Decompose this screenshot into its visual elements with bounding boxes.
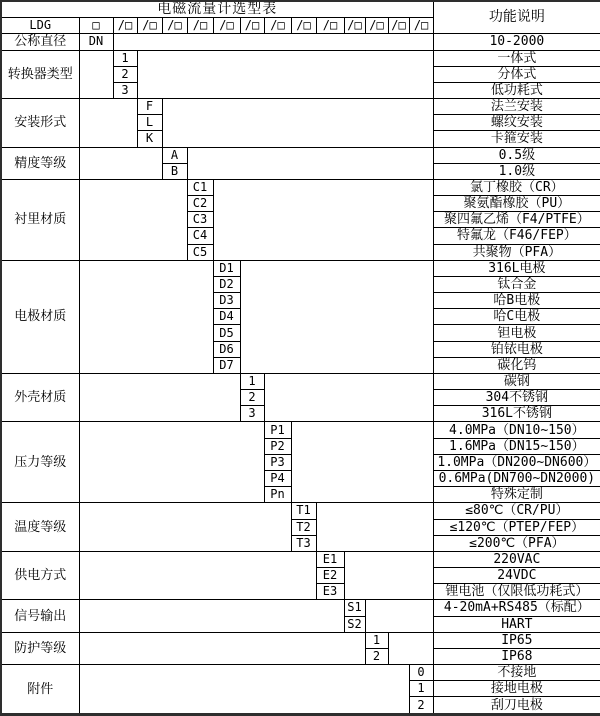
spacer-left-temperature-rating xyxy=(79,503,291,552)
code-cell-installation-type-F: F xyxy=(137,99,162,115)
desc-cell-signal-output-S1: 4-20mA+RS485（标配） xyxy=(433,600,600,616)
spacer-left-signal-output xyxy=(79,600,344,632)
desc-cell-housing-material-3: 316L不锈钢 xyxy=(433,406,600,422)
code-cell-temperature-rating-T2: T2 xyxy=(291,519,316,535)
code-cell-accuracy-class-B: B xyxy=(162,163,187,179)
desc-cell-accessories-0: 不接地 xyxy=(433,665,600,681)
code-cell-accessories-1: 1 xyxy=(409,681,433,697)
code-cell-temperature-rating-T3: T3 xyxy=(291,535,316,551)
desc-cell-liner-material-C4: 特氟龙（F46/FEP） xyxy=(433,228,600,244)
desc-cell-converter-type-1: 一体式 xyxy=(433,50,600,66)
row-accessories-0 xyxy=(1,665,600,681)
selection-table-body xyxy=(1,1,600,715)
code-cell-power-supply-E1: E1 xyxy=(316,551,344,567)
code-cell-installation-type-K: K xyxy=(137,131,162,147)
model-slot-cell: /□ xyxy=(409,18,433,34)
code-cell-converter-type-3: 3 xyxy=(113,82,137,98)
code-cell-nominal-diameter-DN: DN xyxy=(79,34,113,50)
desc-cell-electrode-material-D2: 钛合金 xyxy=(433,276,600,292)
row-converter-type-1 xyxy=(1,50,600,66)
spacer-right-power-supply xyxy=(344,551,433,600)
code-cell-liner-material-C2: C2 xyxy=(187,196,213,212)
code-cell-accessories-0: 0 xyxy=(409,665,433,681)
spacer-left-accuracy-class xyxy=(79,147,162,179)
desc-cell-pressure-rating-Pn: 特殊定制 xyxy=(433,487,600,503)
spacer-right-installation-type xyxy=(162,99,433,148)
spacer-right-housing-material xyxy=(264,373,433,422)
spacer-left-protection-rating xyxy=(79,632,365,664)
code-cell-power-supply-E3: E3 xyxy=(316,584,344,600)
desc-cell-pressure-rating-P2: 1.6MPa（DN15~150） xyxy=(433,438,600,454)
desc-cell-temperature-rating-T2: ≤120℃（PTEP/FEP） xyxy=(433,519,600,535)
spacer-left-pressure-rating xyxy=(79,422,264,503)
code-cell-pressure-rating-P2: P2 xyxy=(264,438,291,454)
code-cell-temperature-rating-T1: T1 xyxy=(291,503,316,519)
desc-cell-liner-material-C1: 氯丁橡胶（CR） xyxy=(433,179,600,195)
model-slot-cell: /□ xyxy=(365,18,388,34)
desc-cell-electrode-material-D7: 碳化钨 xyxy=(433,357,600,373)
model-slot-cell: /□ xyxy=(291,18,316,34)
code-cell-electrode-material-D6: D6 xyxy=(213,341,240,357)
category-label-accessories: 附件 xyxy=(1,665,79,715)
category-label-signal-output: 信号输出 xyxy=(1,600,79,632)
spacer-left-accessories xyxy=(79,665,409,715)
code-cell-electrode-material-D3: D3 xyxy=(213,293,240,309)
spacer-left-installation-type xyxy=(79,99,137,148)
desc-cell-nominal-diameter-DN: 10-2000 xyxy=(433,34,600,50)
code-cell-housing-material-3: 3 xyxy=(240,406,264,422)
category-label-pressure-rating: 压力等级 xyxy=(1,422,79,503)
code-cell-liner-material-C4: C4 xyxy=(187,228,213,244)
model-slot-cell: /□ xyxy=(213,18,240,34)
code-cell-electrode-material-D4: D4 xyxy=(213,309,240,325)
code-cell-liner-material-C1: C1 xyxy=(187,179,213,195)
category-label-protection-rating: 防护等级 xyxy=(1,632,79,664)
spacer-right-converter-type xyxy=(137,50,433,99)
category-label-temperature-rating: 温度等级 xyxy=(1,503,79,552)
spacer-right-protection-rating xyxy=(388,632,433,664)
code-cell-converter-type-1: 1 xyxy=(113,50,137,66)
model-slot-cell: /□ xyxy=(187,18,213,34)
row-housing-material-1 xyxy=(1,373,600,389)
desc-cell-pressure-rating-P1: 4.0MPa（DN10~150） xyxy=(433,422,600,438)
model-slot-cell: /□ xyxy=(162,18,187,34)
code-cell-signal-output-S2: S2 xyxy=(344,616,365,632)
desc-cell-signal-output-S2: HART xyxy=(433,616,600,632)
spacer-right-electrode-material xyxy=(240,260,433,373)
spacer-right-liner-material xyxy=(213,179,433,260)
model-slot-cell: /□ xyxy=(137,18,162,34)
code-cell-pressure-rating-P1: P1 xyxy=(264,422,291,438)
category-label-accuracy-class: 精度等级 xyxy=(1,147,79,179)
spacer-right-signal-output xyxy=(365,600,433,632)
row-liner-material-C1 xyxy=(1,179,600,195)
row-protection-rating-1 xyxy=(1,632,600,648)
code-cell-electrode-material-D1: D1 xyxy=(213,260,240,276)
category-label-electrode-material: 电极材质 xyxy=(1,260,79,373)
spacer-left-housing-material xyxy=(79,373,240,422)
desc-cell-installation-type-F: 法兰安装 xyxy=(433,99,600,115)
spacer-right-accuracy-class xyxy=(187,147,433,179)
model-slot-cell: /□ xyxy=(264,18,291,34)
category-label-installation-type: 安装形式 xyxy=(1,99,79,148)
code-cell-protection-rating-1: 1 xyxy=(365,632,388,648)
function-desc-header: 功能说明 xyxy=(433,1,600,34)
model-slot-cell: /□ xyxy=(316,18,344,34)
desc-cell-electrode-material-D6: 铂铱电极 xyxy=(433,341,600,357)
spacer-left-liner-material xyxy=(79,179,187,260)
code-cell-accuracy-class-A: A xyxy=(162,147,187,163)
code-cell-housing-material-1: 1 xyxy=(240,373,264,389)
model-slot-cell: /□ xyxy=(240,18,264,34)
spacer-right-nominal-diameter xyxy=(113,34,433,50)
spacer-left-electrode-material xyxy=(79,260,213,373)
desc-cell-converter-type-2: 分体式 xyxy=(433,66,600,82)
model-slot-cell: /□ xyxy=(388,18,409,34)
title-row xyxy=(1,1,600,18)
spacer-right-pressure-rating xyxy=(291,422,433,503)
category-label-nominal-diameter: 公称直径 xyxy=(1,34,79,50)
code-cell-pressure-rating-Pn: Pn xyxy=(264,487,291,503)
desc-cell-temperature-rating-T3: ≤200℃（PFA） xyxy=(433,535,600,551)
desc-cell-electrode-material-D3: 哈B电极 xyxy=(433,293,600,309)
row-accuracy-class-A xyxy=(1,147,600,163)
desc-cell-installation-type-K: 卡箍安装 xyxy=(433,131,600,147)
spacer-right-temperature-rating xyxy=(316,503,433,552)
code-cell-protection-rating-2: 2 xyxy=(365,648,388,664)
desc-cell-pressure-rating-P3: 1.0MPa（DN200~DN600） xyxy=(433,454,600,470)
desc-cell-accuracy-class-B: 1.0级 xyxy=(433,163,600,179)
code-cell-installation-type-L: L xyxy=(137,115,162,131)
code-cell-housing-material-2: 2 xyxy=(240,390,264,406)
category-label-housing-material: 外壳材质 xyxy=(1,373,79,422)
desc-cell-converter-type-3: 低功耗式 xyxy=(433,82,600,98)
code-cell-electrode-material-D2: D2 xyxy=(213,276,240,292)
desc-cell-pressure-rating-P4: 0.6MPa(DN700~DN2000) xyxy=(433,470,600,486)
desc-cell-temperature-rating-T1: ≤80℃（CR/PU） xyxy=(433,503,600,519)
desc-cell-liner-material-C3: 聚四氟乙烯（F4/PTFE） xyxy=(433,212,600,228)
row-installation-type-F xyxy=(1,99,600,115)
desc-cell-power-supply-E2: 24VDC xyxy=(433,568,600,584)
desc-cell-protection-rating-2: IP68 xyxy=(433,648,600,664)
model-slot-cell: /□ xyxy=(344,18,365,34)
row-signal-output-S1 xyxy=(1,600,600,616)
category-label-power-supply: 供电方式 xyxy=(1,551,79,600)
desc-cell-housing-material-2: 304不锈钢 xyxy=(433,390,600,406)
desc-cell-electrode-material-D1: 316L电极 xyxy=(433,260,600,276)
desc-cell-accessories-1: 接地电极 xyxy=(433,681,600,697)
spacer-left-converter-type xyxy=(79,50,113,99)
code-cell-converter-type-2: 2 xyxy=(113,66,137,82)
code-cell-liner-material-C5: C5 xyxy=(187,244,213,260)
code-cell-accessories-2: 2 xyxy=(409,697,433,715)
model-first-box-cell: □ xyxy=(79,18,113,34)
desc-cell-power-supply-E3: 锂电池（仅限低功耗式） xyxy=(433,584,600,600)
desc-cell-accessories-2: 刮刀电极 xyxy=(433,697,600,715)
model-slot-cell: /□ xyxy=(113,18,137,34)
code-cell-pressure-rating-P4: P4 xyxy=(264,470,291,486)
spacer-left-power-supply xyxy=(79,551,316,600)
row-power-supply-E1 xyxy=(1,551,600,567)
desc-cell-electrode-material-D5: 钽电极 xyxy=(433,325,600,341)
code-cell-pressure-rating-P3: P3 xyxy=(264,454,291,470)
row-pressure-rating-P1 xyxy=(1,422,600,438)
code-cell-signal-output-S1: S1 xyxy=(344,600,365,616)
category-label-converter-type: 转换器类型 xyxy=(1,50,79,99)
desc-cell-power-supply-E1: 220VAC xyxy=(433,551,600,567)
desc-cell-electrode-material-D4: 哈C电极 xyxy=(433,309,600,325)
code-cell-liner-material-C3: C3 xyxy=(187,212,213,228)
desc-cell-liner-material-C2: 聚氨酯橡胶（PU） xyxy=(433,196,600,212)
desc-cell-housing-material-1: 碳钢 xyxy=(433,373,600,389)
category-label-liner-material: 衬里材质 xyxy=(1,179,79,260)
row-temperature-rating-T1 xyxy=(1,503,600,519)
code-cell-electrode-material-D7: D7 xyxy=(213,357,240,373)
desc-cell-accuracy-class-A: 0.5级 xyxy=(433,147,600,163)
code-cell-power-supply-E2: E2 xyxy=(316,568,344,584)
model-prefix-cell: LDG xyxy=(1,18,79,34)
code-cell-electrode-material-D5: D5 xyxy=(213,325,240,341)
row-electrode-material-D1 xyxy=(1,260,600,276)
row-nominal-diameter-DN xyxy=(1,34,600,50)
desc-cell-installation-type-L: 螺纹安装 xyxy=(433,115,600,131)
desc-cell-liner-material-C5: 共聚物（PFA） xyxy=(433,244,600,260)
desc-cell-protection-rating-1: IP65 xyxy=(433,632,600,648)
table-title: 电磁流量计选型表 xyxy=(1,1,433,18)
